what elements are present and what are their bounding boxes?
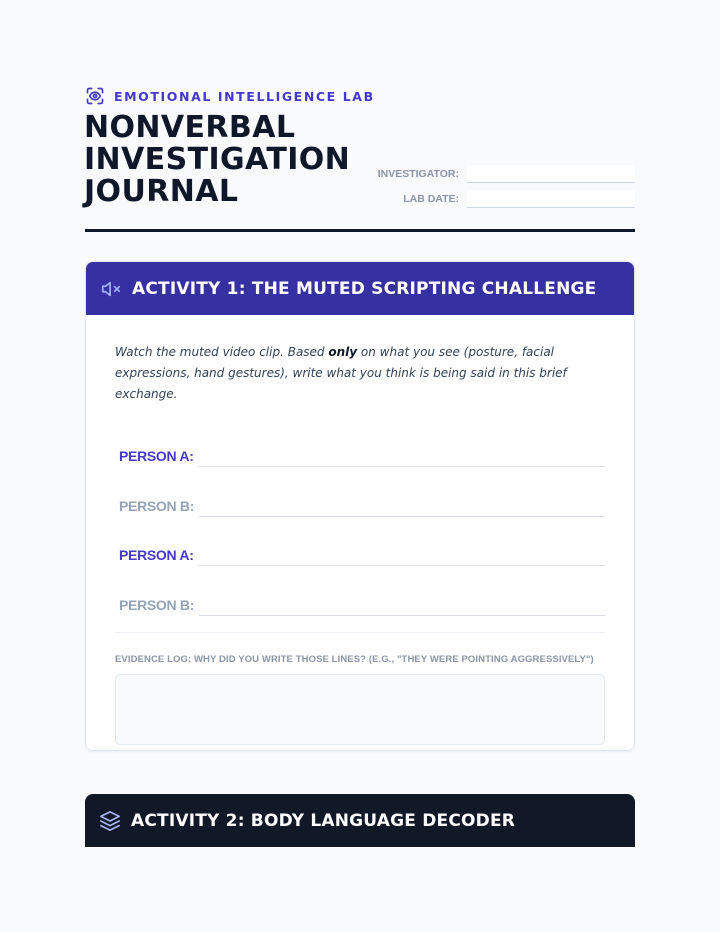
dialogue-line [115, 478, 605, 517]
activity-1-card [85, 261, 635, 751]
eye-scan-icon [85, 86, 105, 106]
lab-date-label: LAB DATE: [403, 193, 459, 205]
title-line-3: JOURNAL [84, 174, 239, 209]
evidence-log-textarea[interactable] [115, 674, 605, 745]
investigator-field[interactable] [467, 165, 635, 183]
instructions-lead: Watch the muted video clip. Based [115, 345, 329, 359]
dialogue-answer-field[interactable] [199, 486, 605, 517]
activity-1-title: ACTIVITY 1: THE MUTED SCRIPTING CHALLENGE [132, 278, 597, 299]
page-title [84, 112, 374, 208]
lab-brand [85, 85, 375, 107]
lab-name: EMOTIONAL INTELLIGENCE LAB [114, 88, 375, 104]
activity-1-header [86, 262, 634, 315]
speaker-label: PERSON A: [119, 547, 194, 563]
instructions-rest: on what you see (posture, facial expressions, hand gestures), write what you think is being said in this brief exchange. [115, 345, 567, 401]
dialogue-line [115, 527, 605, 566]
activity-2-header [85, 794, 635, 847]
instructions-emphasis: only [328, 345, 358, 359]
title-line-1: NONVERBAL [84, 110, 296, 145]
dialogue-answer-field[interactable] [199, 535, 605, 566]
investigator-label: INVESTIGATOR: [377, 168, 459, 180]
activity-1-instructions [115, 342, 595, 405]
dialogue-line [115, 428, 605, 467]
activity-1-body [86, 342, 634, 745]
speaker-label: PERSON B: [119, 596, 195, 613]
title-line-2: INVESTIGATION [84, 142, 351, 177]
layers-icon [99, 810, 121, 832]
dialogue-answer-field[interactable] [199, 585, 605, 616]
section-divider [115, 632, 605, 633]
header-divider [85, 229, 635, 232]
evidence-log-label: EVIDENCE LOG: WHY DID YOU WRITE THOSE LINES? (E.G., "THEY WERE POINTING AGGRESSIVELY") [115, 653, 594, 665]
dialogue-line [115, 577, 605, 616]
investigator-row [365, 164, 635, 184]
activity-2-title: ACTIVITY 2: BODY LANGUAGE DECODER [131, 810, 516, 831]
dialogue-answer-field[interactable] [199, 436, 605, 467]
lab-date-field[interactable] [467, 190, 635, 208]
muted-speaker-icon [100, 278, 122, 300]
speaker-label: PERSON B: [119, 497, 195, 514]
lab-date-row [365, 189, 635, 209]
journal-meta [365, 164, 635, 214]
speaker-label: PERSON A: [119, 448, 194, 464]
dialogue-lines [115, 428, 605, 616]
